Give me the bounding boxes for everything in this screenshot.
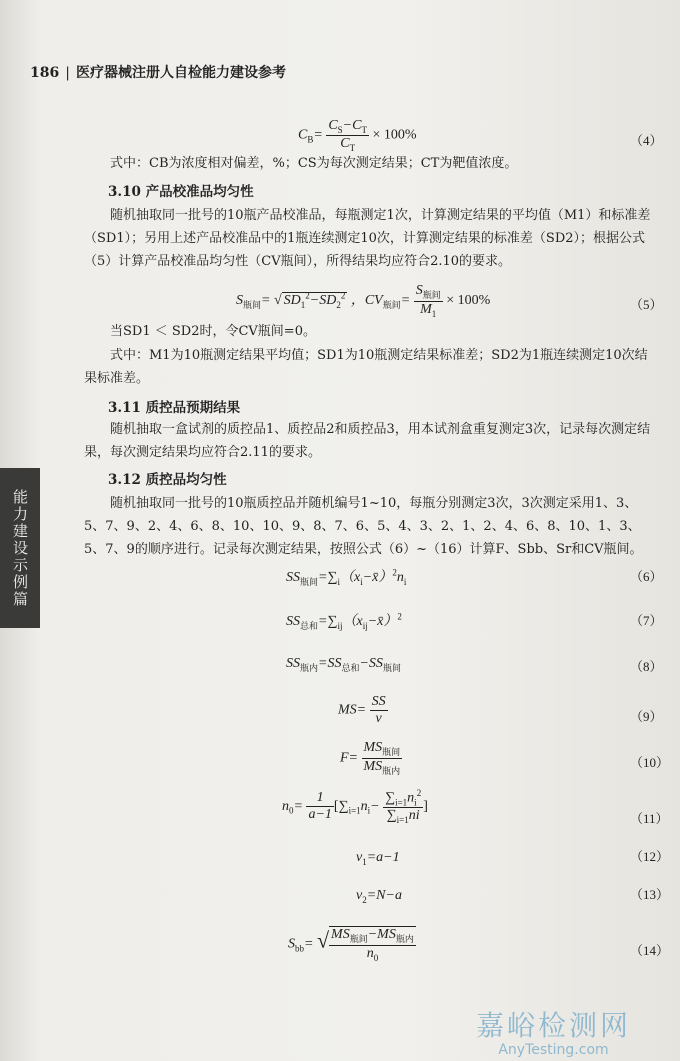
- equation-number-9: （9）: [630, 709, 663, 724]
- equation-number-6: （6）: [630, 569, 663, 584]
- equation-number-11: （11）: [630, 811, 669, 826]
- equation-number-8: （8）: [630, 659, 663, 674]
- formula-4: $C_B=$ $\frac{C_S-C_T}{C_T}$ × 100%: [298, 118, 417, 153]
- equation-number-5: （5）: [630, 297, 663, 312]
- section-3-11-body: 随机抽取一盒试剂的质控品1、质控品2和质控品3，用本试剂盒重复测定3次，记录每次测定结果，每次测定结果均应符合2.11的要求。: [84, 422, 651, 460]
- section-3-10-title: 3.10 产品校准品均匀性: [108, 184, 254, 200]
- formula-14: $S_{bb}=$ √ $\frac{MS_{瓶间}-MS_{瓶内}}{n_0}$: [288, 927, 414, 963]
- page-number: 186: [30, 65, 60, 81]
- formula-7: $SS_{总和}=\sum_{ij}(x_{ij}-x̄)^2$: [286, 611, 402, 631]
- equation-number-12: （12）: [630, 849, 670, 864]
- formula-8: $SS_{瓶内}=SS_{总和}-SS_{瓶间}$: [286, 656, 401, 673]
- equation-number-4: （4）: [630, 133, 663, 148]
- equation-number-14: （14）: [630, 943, 670, 958]
- section-3-12-body: 随机抽取同一批号的10瓶质控品并随机编号1~10，每瓶分别测定3次，3次测定采用1、3、5、7、9、2、4、6、8、10、10、9、8、7、6、5、4、3、2、1、2、4、6、8、10、1、3、5、7、9的顺序进行。记录每次测定结果，按照公式（6）~（16）计算F、Sbb、Sr和CV瓶间。: [84, 496, 643, 557]
- eq4-definition: 式中：CB为浓度相对偏差，%；CS为每次测定结果；CT为靶值浓度。: [110, 156, 518, 171]
- section-3-12-title: 3.12 质控品均匀性: [108, 472, 227, 488]
- equation-number-13: （13）: [630, 887, 670, 902]
- section-3-10-body: 随机抽取同一批号的10瓶产品校准品，每瓶测定1次，计算测定结果的平均值（M1）和标准差（SD1）；另用上述产品校准品中的1瓶连续测定10次，计算测定结果的标准差（SD2）；根据公式（5）计算产品校准品均匀性（CV瓶间），所得结果均应符合2.10的要求。: [84, 208, 651, 269]
- watermark-cn: 嘉峪检测网: [476, 1009, 632, 1042]
- section-3-11-title: 3.11 质控品预期结果: [108, 400, 241, 416]
- formula-13: $v_2=N-a$: [356, 888, 402, 905]
- equation-number-7: （7）: [630, 613, 663, 628]
- formula-12: $v_1=a-1$: [356, 850, 400, 867]
- page-header: 186 | 医疗器械注册人自检能力建设参考: [30, 65, 286, 81]
- cv-zero-condition: 当SD1 ＜ SD2时，令CV瓶间=0。: [110, 324, 316, 339]
- section-tab: 能力建设示例篇: [0, 468, 40, 628]
- watermark: [476, 1004, 631, 1058]
- watermark-en: AnyTesting.com: [498, 1042, 609, 1058]
- formula-10: F= $\frac{MS_{瓶间}}{MS_{瓶内}}$: [340, 740, 401, 776]
- formula-5: $S_{瓶间}=$ √ $SD_1^2-SD_2^2$ ，$CV_{瓶间}=$ $\frac{S_{瓶间}}{M_1}$ × 100%: [236, 283, 491, 319]
- formula-6: $SS_{瓶间}=\sum_i(x_i-x̄)^2n_i$: [286, 567, 407, 587]
- formula-9: MS= $\frac{SS}{v}$: [338, 694, 386, 726]
- formula-11: $n_0=$ $\frac{1}{a-1}$ [$\sum_{i=1}n_i-$ $\frac{\sum_{i=1}n_i^2}{\sum_{i=1}ni}$ ]: [282, 788, 428, 826]
- equation-number-10: （10）: [630, 755, 670, 770]
- book-title: 医疗器械注册人自检能力建设参考: [75, 65, 286, 81]
- eq5-definition: 式中：M1为10瓶测定结果平均值；SD1为10瓶测定结果标准差；SD2为1瓶连续测定10次结果标准差。: [84, 348, 648, 386]
